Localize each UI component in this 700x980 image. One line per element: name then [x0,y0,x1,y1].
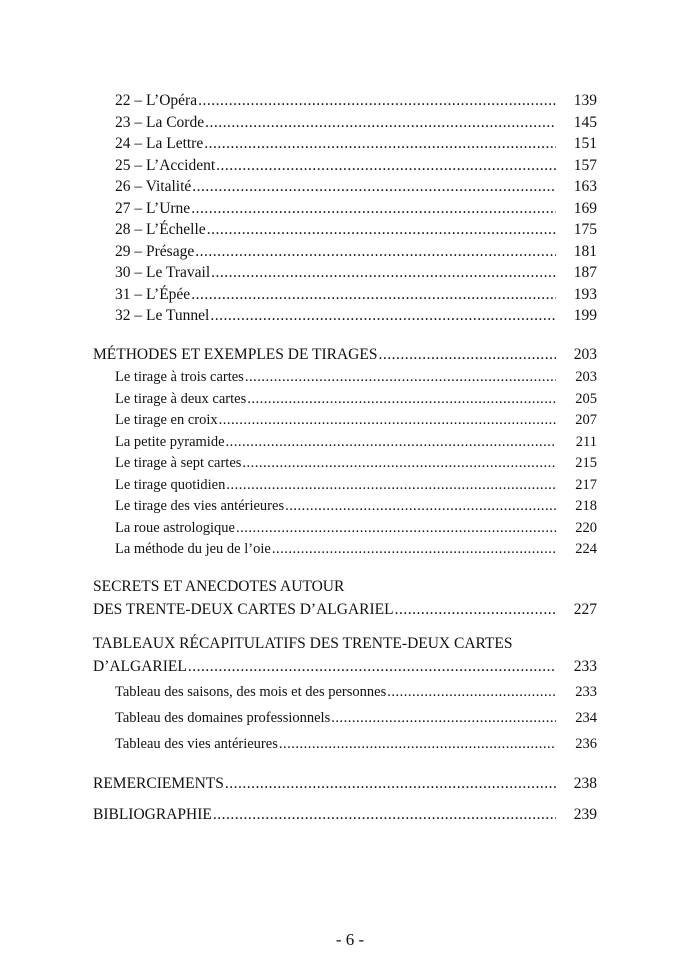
toc-subentry-tables-1[interactable] [115,682,597,702]
dot-leader [226,475,556,495]
toc-entry-label: 30 – Le Travail [115,264,211,281]
toc-entry-label: 31 – L’Épée [115,285,191,303]
dot-leader [272,539,556,559]
toc-subentry-page: 233 [575,684,597,700]
dot-leader [191,285,556,305]
dot-leader [211,263,556,283]
toc-entry-card-27[interactable] [115,199,597,219]
toc-entry-card-31[interactable] [115,285,597,305]
toc-subentry-page: 224 [575,541,597,557]
toc-entry-card-26[interactable] [115,177,597,197]
toc-subentry-methods-3[interactable] [115,410,597,430]
toc-section-page: 203 [573,346,597,363]
dot-leader [216,156,556,176]
toc-section-label: REMERCIEMENTS [93,775,224,792]
toc-entry-label: 25 – L’Accident [115,156,216,174]
toc-section-page: 233 [573,658,597,675]
dot-leader [378,345,556,365]
toc-subentry-tables-2[interactable] [115,708,597,728]
dot-leader [195,242,556,262]
toc-entry-label: 22 – L’Opéra [115,92,198,109]
toc-subentry-methods-6[interactable] [115,475,597,495]
toc-subentry-page: 211 [575,433,597,450]
toc-section-label: MÉTHODES ET EXEMPLES DE TIRAGES [93,346,378,363]
toc-entry-label: 29 – Présage [115,242,195,260]
dot-leader [204,134,556,154]
dot-leader [387,682,556,702]
dot-leader [188,657,556,677]
dot-leader [191,199,556,219]
toc-subentry-tables-3[interactable] [115,734,597,754]
toc-section-tables[interactable] [93,657,597,677]
toc-subentry-methods-9[interactable] [115,539,597,559]
dot-leader [242,453,556,473]
toc-subentry-methods-2[interactable] [115,389,597,409]
toc-section-page: 239 [573,806,597,823]
dot-leader [225,774,556,794]
toc-subentry-label: Le tirage quotidien [115,476,226,493]
toc-entry-page: 151 [573,135,597,152]
dot-leader [226,432,556,452]
dot-leader [245,367,556,387]
toc-entry-label: 32 – Le Tunnel [115,307,210,324]
toc-entry-card-30[interactable] [115,263,597,283]
dot-leader [210,306,556,326]
toc-section-secrets[interactable] [93,600,597,620]
toc-section-label: DES TRENTE-DEUX CARTES D’ALGARIEL [93,601,394,618]
toc-section-secrets-line1: SECRETS ET ANECDOTES AUTOUR [93,578,345,595]
toc-section-label: D’ALGARIEL [93,658,187,675]
toc-section-acknowledgements[interactable] [93,774,597,794]
toc-subentry-methods-8[interactable] [115,518,597,538]
toc-subentry-label: Le tirage des vies antérieures [115,498,285,514]
toc-subentry-page: 218 [575,498,597,514]
toc-entry-card-24[interactable] [115,134,597,154]
toc-entry-page: 157 [573,156,597,174]
toc-entry-label: 23 – La Corde [115,113,205,131]
toc-subentry-label: La petite pyramide [115,433,225,450]
toc-subentry-page: 236 [575,736,597,752]
toc-subentry-label: Tableau des saisons, des mois et des personnes [115,684,387,700]
toc-section-tables-line1: TABLEAUX RÉCAPITULATIFS DES TRENTE-DEUX CARTES [93,635,513,652]
dot-leader [331,708,556,728]
toc-entry-page: 187 [573,264,597,281]
toc-subentry-page: 234 [575,710,597,726]
toc-subentry-page: 207 [575,412,597,428]
toc-subentry-page: 205 [575,390,597,407]
toc-subentry-label: Le tirage à sept cartes [115,455,242,471]
toc-entry-card-23[interactable] [115,113,597,133]
toc-subentry-label: Le tirage en croix [115,412,218,428]
toc-entry-label: 28 – L’Échelle [115,221,206,238]
toc-entry-page: 193 [573,285,597,303]
toc-entry-label: 24 – La Lettre [115,135,204,152]
dot-leader [207,220,556,240]
dot-leader [219,410,556,430]
page-number: - 6 - [335,930,365,949]
toc-subentry-page: 203 [575,369,597,385]
toc-entry-card-29[interactable] [115,242,597,262]
toc-entry-page: 139 [573,92,597,109]
toc-entry-card-28[interactable] [115,220,597,240]
toc-subentry-methods-5[interactable] [115,453,597,473]
toc-section-methods[interactable] [93,345,597,365]
dot-leader [192,177,556,197]
toc-subentry-label: Le tirage à trois cartes [115,369,244,385]
toc-subentry-methods-1[interactable] [115,367,597,387]
toc-subentry-methods-7[interactable] [115,496,597,516]
toc-entry-page: 181 [573,242,597,260]
toc-subentry-methods-4[interactable] [115,432,597,452]
toc-section-bibliography[interactable] [93,805,597,825]
toc-entry-page: 169 [573,199,597,217]
toc-subentry-label: La roue astrologique [115,519,235,536]
toc-section-page: 238 [573,775,597,792]
toc-subentry-label: Le tirage à deux cartes [115,390,247,407]
toc-entry-card-22[interactable] [115,91,597,111]
toc-entry-page: 145 [573,113,597,131]
dot-leader [236,518,556,538]
toc-entry-page: 199 [573,307,597,324]
toc-entry-card-25[interactable] [115,156,597,176]
dot-leader [205,113,556,133]
toc-entry-label: 27 – L’Urne [115,199,191,217]
dot-leader [395,600,556,620]
toc-section-page: 227 [573,601,597,618]
toc-entry-page: 163 [573,178,597,195]
toc-entry-card-32[interactable] [115,306,597,326]
toc-subentry-label: Tableau des vies antérieures [115,736,278,752]
dot-leader [198,91,556,111]
dot-leader [213,805,556,825]
toc-entry-label: 26 – Vitalité [115,178,192,195]
toc-subentry-label: La méthode du jeu de l’oie [115,541,271,557]
toc-subentry-label: Tableau des domaines professionnels [115,710,331,726]
dot-leader [279,734,556,754]
toc-subentry-page: 220 [575,519,597,536]
toc-section-label: BIBLIOGRAPHIE [93,806,212,823]
toc-subentry-page: 217 [575,476,597,493]
toc-subentry-page: 215 [575,455,597,471]
dot-leader [285,496,556,516]
toc-entry-page: 175 [573,221,597,238]
dot-leader [247,389,556,409]
